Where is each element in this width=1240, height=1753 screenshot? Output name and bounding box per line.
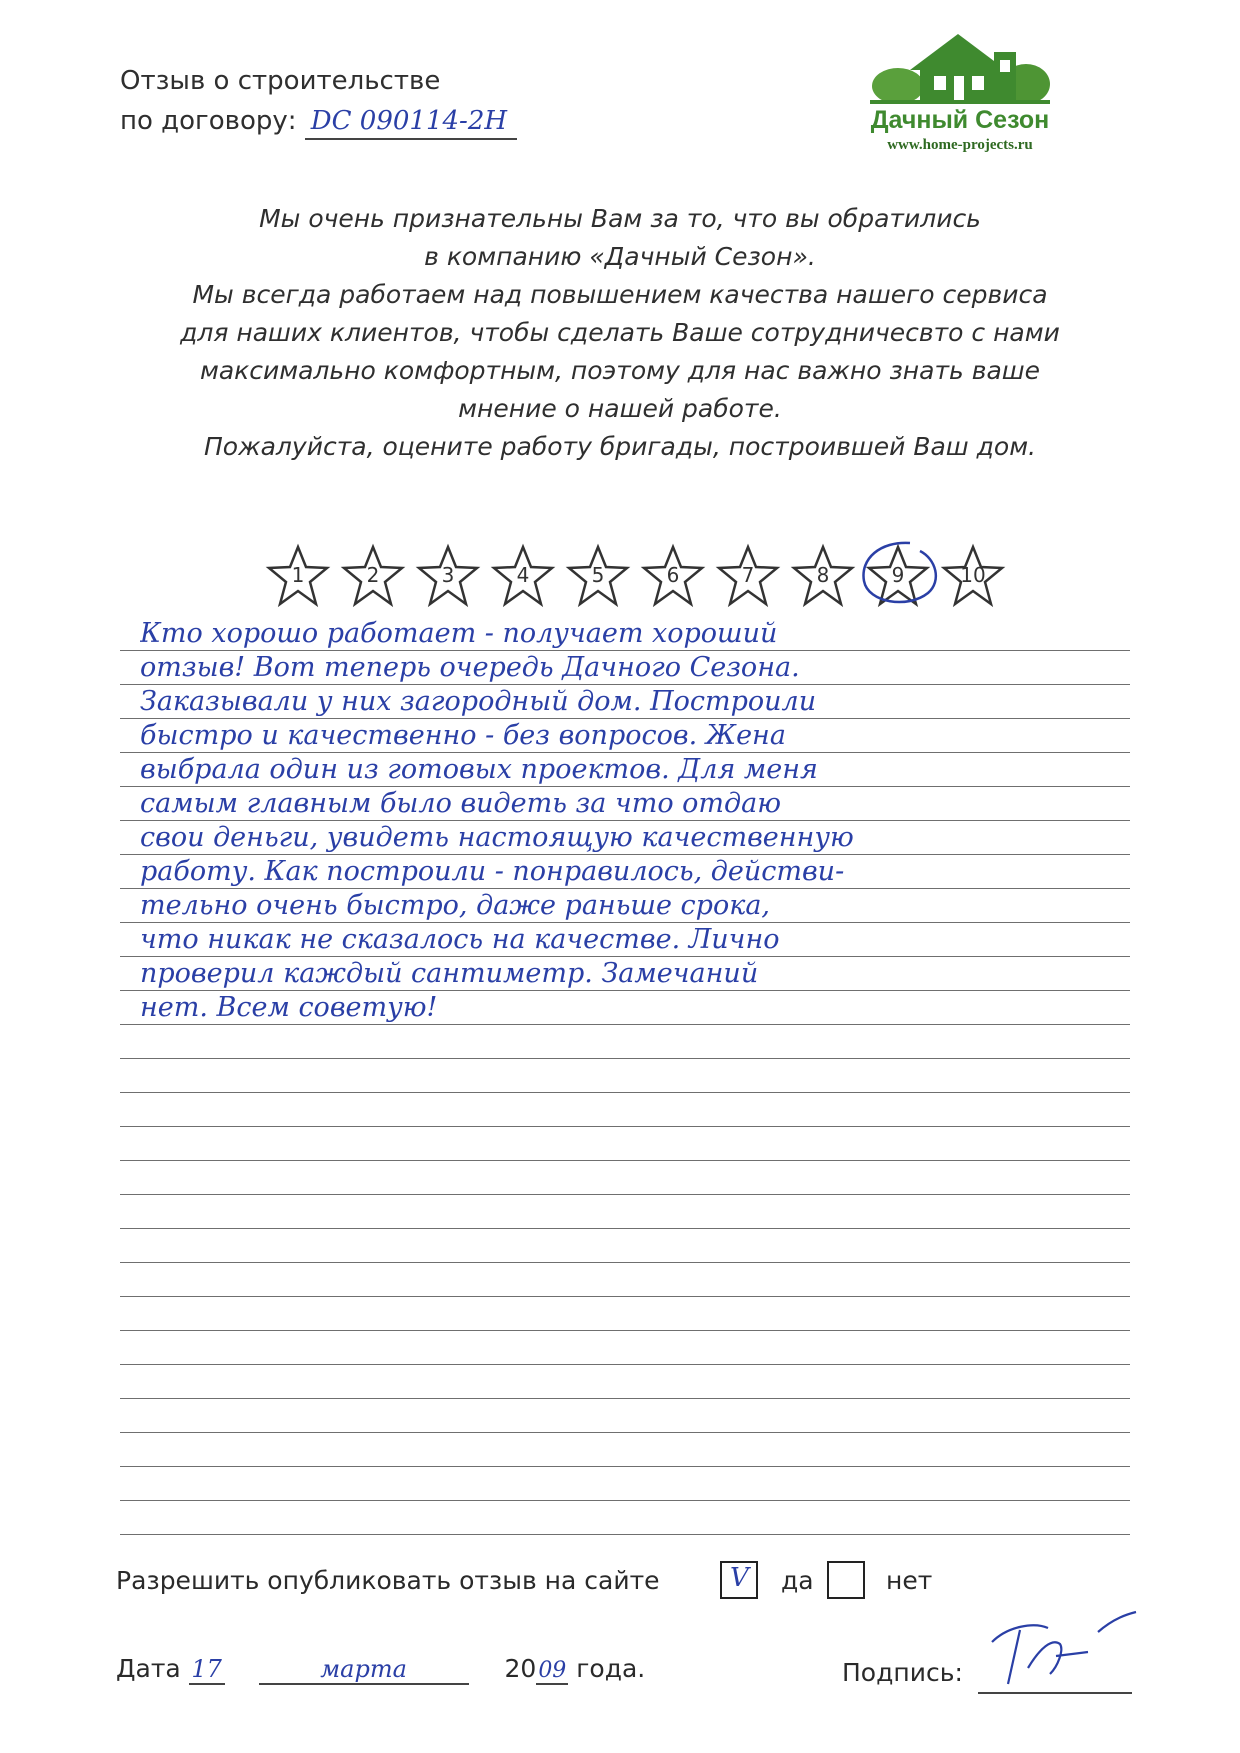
rating-star-5[interactable] (565, 543, 631, 609)
ruled-line (120, 1500, 1130, 1501)
star-number: 5 (591, 563, 605, 587)
rating-star-4[interactable] (490, 543, 556, 609)
intro-line: для наших клиентов, чтобы сделать Ваше сотрудничесвто с нами (180, 318, 1060, 347)
ruled-line (120, 956, 1130, 957)
intro-line: Мы всегда работаем над повышением качества нашего сервиса (192, 280, 1048, 309)
publish-no-label: нет (886, 1566, 933, 1595)
review-line: самым главным было видеть за что отдаю (140, 788, 782, 819)
star-number: 10 (960, 563, 986, 587)
signature-field[interactable] (978, 1608, 1132, 1694)
star-number: 4 (516, 563, 530, 587)
publish-yes-checkbox[interactable] (720, 1561, 758, 1599)
ruled-line (120, 1228, 1130, 1229)
review-line: быстро и качественно - без вопросов. Жена (140, 720, 786, 751)
house-icon (850, 26, 1070, 106)
publish-yes-label: да (781, 1566, 814, 1595)
ruled-line (120, 1194, 1130, 1195)
ruled-line (120, 684, 1130, 685)
ruled-line (120, 1296, 1130, 1297)
logo-url: www.home-projects.ru (887, 137, 1033, 153)
ruled-line (120, 1466, 1130, 1467)
rating-star-1[interactable] (265, 543, 331, 609)
selected-rating-circle (850, 537, 946, 613)
ruled-line (120, 1160, 1130, 1161)
intro-line: Пожалуйста, оцените работу бригады, построившей Ваш дом. (204, 432, 1036, 461)
rating-star-10[interactable] (940, 543, 1006, 609)
ruled-line (120, 1432, 1130, 1433)
ruled-line (120, 1534, 1130, 1535)
review-line: Заказывали у них загородный дом. Построили (140, 686, 817, 717)
star-number: 6 (666, 563, 680, 587)
date-day: 17 (189, 1655, 225, 1685)
intro-line: Мы очень признательны Вам за то, что вы обратились (259, 204, 981, 233)
date-year-prefix: 20 (504, 1654, 537, 1683)
review-line: работу. Как построили - понравилось, действи- (140, 856, 845, 887)
ruled-line (120, 1126, 1130, 1127)
star-number: 3 (441, 563, 455, 587)
ruled-line (120, 922, 1130, 923)
ruled-line (120, 1262, 1130, 1263)
star-number: 7 (741, 563, 755, 587)
handwritten-signature (978, 1608, 1148, 1688)
logo-brand-name: Дачный Сезон (870, 106, 1050, 134)
review-line: отзыв! Вот теперь очередь Дачного Сезона. (140, 652, 800, 683)
review-line: что никак не сказалось на качестве. Лично (140, 924, 780, 955)
intro-line: в компанию «Дачный Сезон». (424, 242, 816, 271)
date-year-word: года. (576, 1654, 646, 1683)
ruled-line (120, 1024, 1130, 1025)
contract-label-text: по договору: (120, 106, 297, 136)
star-number: 8 (816, 563, 830, 587)
intro-line: мнение о нашей работе. (458, 394, 782, 423)
ruled-line (120, 650, 1130, 651)
date-row (116, 1654, 645, 1685)
ruled-line (120, 1398, 1130, 1399)
rating-star-6[interactable] (640, 543, 706, 609)
review-line: Кто хорошо работает - получает хороший (140, 618, 778, 649)
contract-number: DС 090114-2Н (305, 104, 517, 140)
ruled-line (120, 1058, 1130, 1059)
publish-no-checkbox[interactable] (827, 1561, 865, 1599)
date-month: марта (259, 1655, 469, 1685)
ruled-line (120, 990, 1130, 991)
contract-label (120, 104, 517, 140)
ruled-line (120, 1330, 1130, 1331)
ruled-line (120, 1364, 1130, 1365)
rating-star-3[interactable] (415, 543, 481, 609)
yes-checkmark: V (730, 1563, 749, 1593)
date-year-suffix: 09 (538, 1658, 567, 1683)
rating-star-8[interactable] (790, 543, 856, 609)
rating-star-2[interactable] (340, 543, 406, 609)
ruled-line (120, 854, 1130, 855)
ruled-line (120, 888, 1130, 889)
company-logo (850, 26, 1070, 156)
date-label: Дата (116, 1654, 181, 1683)
star-number: 9 (891, 563, 905, 587)
publish-permission-label: Разрешить опубликовать отзыв на сайте (116, 1566, 660, 1595)
ruled-line (120, 1092, 1130, 1093)
intro-line: максимально комфортным, поэтому для нас важно знать ваше (199, 356, 1041, 385)
review-line: свои деньги, увидеть настоящую качественную (140, 822, 854, 853)
rating-star-7[interactable] (715, 543, 781, 609)
form-title: Отзыв о строительстве (120, 66, 441, 96)
ruled-line (120, 752, 1130, 753)
signature-label: Подпись: (842, 1658, 963, 1687)
star-number: 2 (366, 563, 380, 587)
ruled-line (120, 786, 1130, 787)
ruled-line (120, 718, 1130, 719)
star-number: 1 (291, 563, 305, 587)
review-line: нет. Всем советую! (140, 992, 438, 1023)
ruled-line (120, 820, 1130, 821)
review-line: тельно очень быстро, даже раньше срока, (140, 890, 771, 921)
review-line: выбрала один из готовых проектов. Для меня (140, 754, 818, 785)
review-line: проверил каждый сантиметр. Замечаний (140, 958, 759, 989)
